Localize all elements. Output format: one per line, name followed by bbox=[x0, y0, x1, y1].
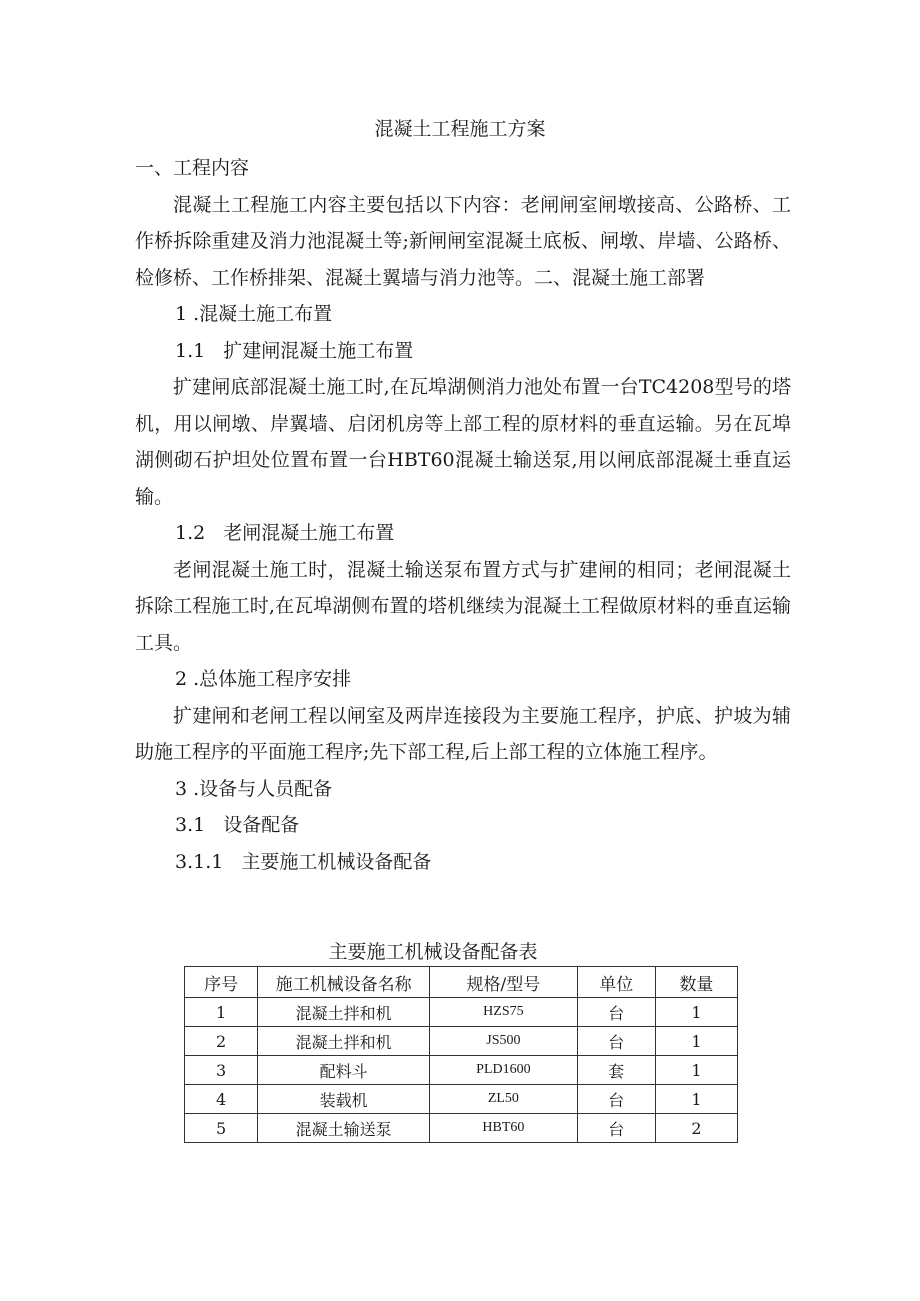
table-cell: 2 bbox=[185, 1027, 258, 1056]
table-cell: ZL50 bbox=[430, 1085, 578, 1114]
table-cell: 混凝土拌和机 bbox=[258, 998, 430, 1027]
body-paragraph: 老闸混凝土施工时，混凝土输送泵布置方式与扩建闸的相同；老闸混凝土拆除工程施工时,在瓦埠湖侧布置的塔机继续为混凝土工程做原材料的垂直运输工具。 bbox=[135, 558, 791, 654]
table-cell: HBT60 bbox=[430, 1114, 578, 1143]
subheading-text: 设备配备 bbox=[223, 814, 300, 836]
section-heading: 一、工程内容 bbox=[135, 157, 250, 179]
subheading bbox=[135, 807, 791, 844]
document-body bbox=[135, 150, 791, 880]
table-cell: 1 bbox=[655, 1056, 737, 1085]
subheading-text: 设备与人员配备 bbox=[199, 777, 333, 800]
subheading-number: 1.1 bbox=[175, 339, 206, 362]
table-cell: 1 bbox=[655, 998, 737, 1027]
subheading bbox=[135, 515, 791, 552]
table-cell: 3 bbox=[185, 1056, 258, 1085]
table-row bbox=[185, 1027, 738, 1056]
table-cell: JS500 bbox=[430, 1027, 578, 1056]
table-cell: 套 bbox=[577, 1056, 655, 1085]
subheading-number: 1.2 bbox=[175, 522, 206, 544]
table-header-cell: 单位 bbox=[577, 967, 655, 998]
table-row bbox=[185, 1114, 738, 1143]
subheading bbox=[135, 844, 791, 881]
table-header-cell: 施工机械设备名称 bbox=[258, 967, 430, 998]
subheading bbox=[135, 296, 791, 333]
subheading-number: 1 . bbox=[175, 303, 200, 325]
table-cell: 混凝土拌和机 bbox=[258, 1027, 430, 1056]
body-paragraph: 扩建闸和老闸工程以闸室及两岸连接段为主要施工程序，护底、护坡为辅助施工程序的平面施工程序;先下部工程,后上部工程的立体施工程序。 bbox=[135, 704, 791, 763]
document-title: 混凝土工程施工方案 bbox=[374, 118, 546, 140]
subheading-text: 主要施工机械设备配备 bbox=[241, 850, 432, 873]
body-paragraph: 扩建闸底部混凝土施工时,在瓦埠湖侧消力池处布置一台TC4208型号的塔机，用以闸墩、岸翼墙、启闭机房等上部工程的原材料的垂直运输。另在瓦埠湖侧砌石护坦处位置布置一台HBT60混凝土输送泵,用以闸底部混凝土垂直运输。 bbox=[135, 376, 791, 508]
table-row bbox=[185, 1085, 738, 1114]
subheading bbox=[135, 661, 791, 698]
subheading-number: 3 . bbox=[175, 777, 200, 800]
subheading bbox=[135, 333, 791, 370]
table-cell: 2 bbox=[655, 1114, 737, 1143]
table-cell: 配料斗 bbox=[258, 1056, 430, 1085]
equipment-table bbox=[184, 966, 738, 1143]
table-cell: 1 bbox=[655, 1027, 737, 1056]
table-cell: 台 bbox=[577, 1114, 655, 1143]
table-cell: 台 bbox=[577, 998, 655, 1027]
table-cell: 4 bbox=[185, 1085, 258, 1114]
subheading-number: 2 . bbox=[175, 668, 200, 690]
subheading-text: 总体施工程序安排 bbox=[199, 668, 352, 690]
table-row bbox=[185, 998, 738, 1027]
table-header-cell: 数量 bbox=[655, 967, 737, 998]
table-header-cell: 序号 bbox=[185, 967, 258, 998]
table-cell: 装载机 bbox=[258, 1085, 430, 1114]
table-cell: PLD1600 bbox=[430, 1056, 578, 1085]
subheading-number: 3.1 bbox=[175, 814, 206, 836]
body-paragraph: 混凝土工程施工内容主要包括以下内容：老闸闸室闸墩接高、公路桥、工作桥拆除重建及消力池混凝土等;新闸闸室混凝土底板、闸墩、岸墙、公路桥、检修桥、工作桥排架、混凝土翼墙与消力池等。二、混凝土施工部署 bbox=[135, 193, 791, 289]
table-cell: HZS75 bbox=[430, 998, 578, 1027]
table-cell: 台 bbox=[577, 1085, 655, 1114]
subheading-text: 老闸混凝土施工布置 bbox=[223, 522, 395, 544]
table-cell: 1 bbox=[655, 1085, 737, 1114]
subheading-text: 扩建闸混凝土施工布置 bbox=[223, 339, 414, 362]
table-header-row bbox=[185, 967, 738, 998]
subheading-number: 3.1.1 bbox=[175, 850, 224, 873]
table-cell: 5 bbox=[185, 1114, 258, 1143]
table-title: 主要施工机械设备配备表 bbox=[328, 941, 538, 963]
table-cell: 混凝土输送泵 bbox=[258, 1114, 430, 1143]
table-header-cell: 规格/型号 bbox=[430, 967, 578, 998]
subheading-text: 混凝土施工布置 bbox=[199, 303, 333, 325]
subheading bbox=[135, 771, 791, 808]
table-row bbox=[185, 1056, 738, 1085]
table-cell: 1 bbox=[185, 998, 258, 1027]
table-cell: 台 bbox=[577, 1027, 655, 1056]
